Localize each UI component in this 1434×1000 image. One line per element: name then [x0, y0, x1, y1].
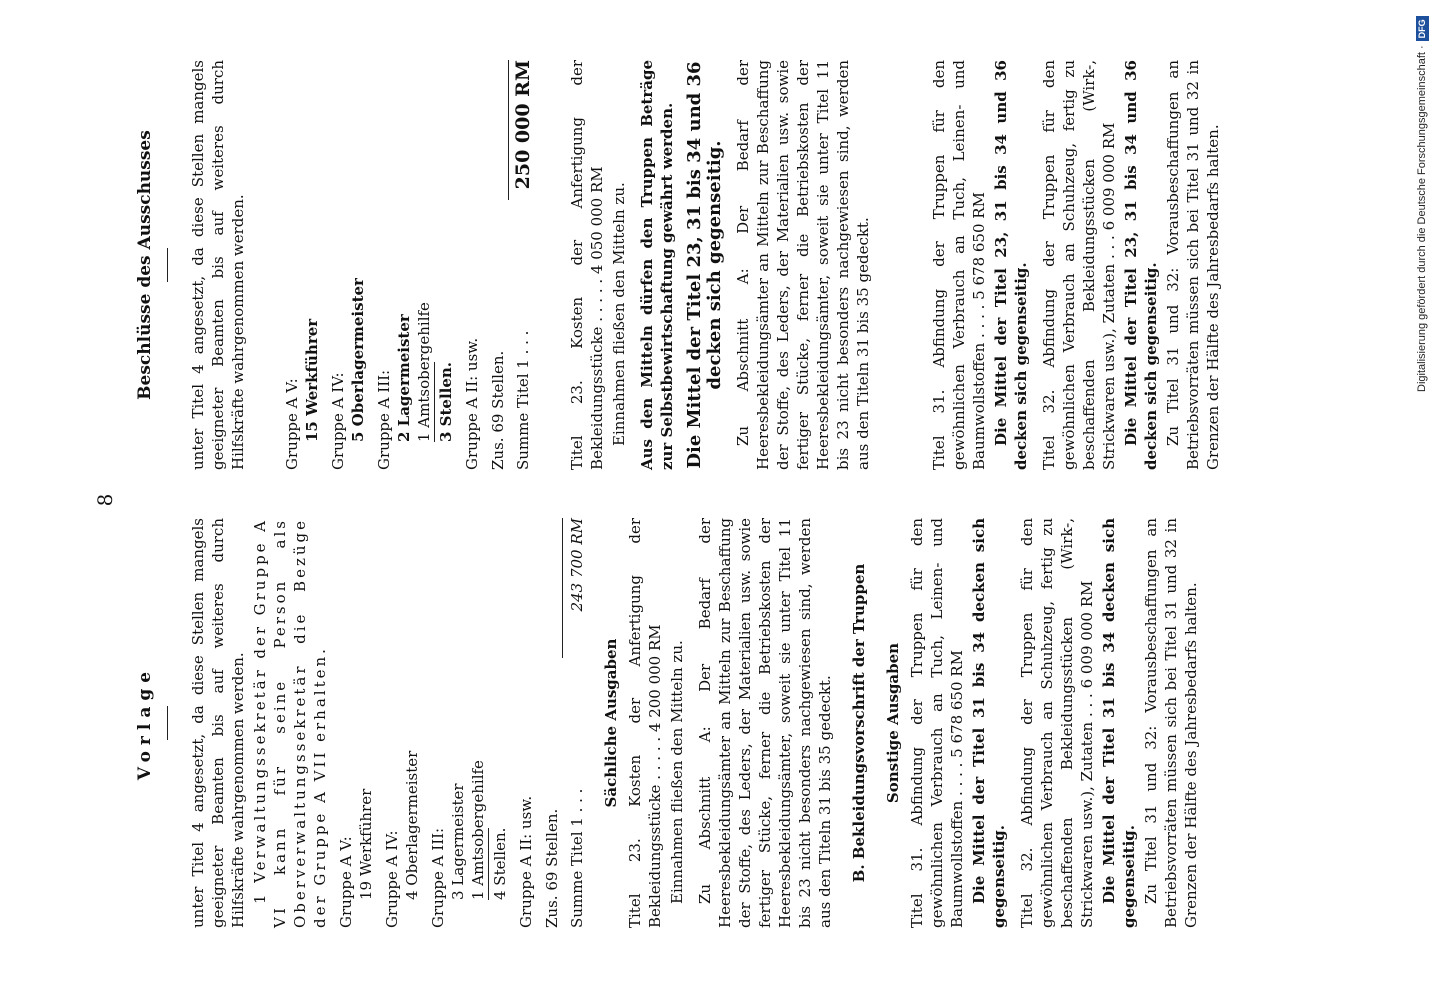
titel-32: Titel 32. Abfindung der Truppen für den gewöhnlichen Verbrauch an Schuhzeug, fertig zu beschaffenden Bekleidungsstücken (Wirk-, Strickwaren usw.), Zutaten . . . 6 009 000 RM	[1040, 60, 1118, 470]
titel-31-note: Die Mittel der Titel 31 bis 34 decken sich gegenseitig.	[970, 518, 1008, 928]
group-label: Gruppe A IV:	[383, 830, 401, 928]
sum-value: 243 700 RM	[568, 518, 586, 612]
dfg-credit-text: Digitalisierung gefördert durch die Deutsche Forschungsgemeinschaft ·	[1416, 45, 1428, 392]
group-line: 1 Amtsobergehilfe	[469, 760, 487, 900]
intro-text: unter Titel 4 angesetzt, da diese Stellen mangels geeigneter Beamten bis auf weiteres durch Hilfskräfte wahrgenommen werden.	[189, 60, 247, 470]
titel-31: Titel 31. Abfindung der Truppen für den gewöhnlichen Verbrauch an Tuch, Leinen- und Baumwollstoffen . . . . 5 678 650 RM	[908, 518, 966, 928]
group-block	[462, 60, 482, 470]
rotated-document	[25, 50, 1365, 950]
final-text: Zu Titel 31 und 32: Vorausbeschaffungen an Betriebsvorräten müssen sich bei Titel 31 und 32 in Grenzen der Hälfte des Jahresbedarfs halten.	[1164, 60, 1222, 470]
group-label: Gruppe A II: usw.	[517, 795, 535, 928]
group-line: 15 Werkführer	[303, 318, 321, 442]
section-subtitle: Sonstige Ausgaben	[884, 642, 902, 804]
bold-note: Aus den Mitteln dürfen den Truppen Beträge zur Selbstbewirtschaftung gewährt werden.	[638, 60, 676, 470]
abschnitt-text: Zu Abschnitt A: Der Bedarf der Heeresbekleidungsämter an Mitteln zur Beschaffung der Stoffe, des Leders, der Materialien usw. sowie fertiger Stücke, ferner die Betriebskosten der Heeresbekleidungsämter, soweit sie unter Titel 11 bis 23 nicht besonders nachgewiesen sind, werden aus den Titeln 31 bis 35 gedeckt.	[696, 518, 834, 928]
dfg-logo: DFG	[1416, 16, 1429, 41]
group-label: Gruppe A IV:	[329, 372, 347, 470]
group-label: Gruppe A II: usw.	[463, 337, 481, 470]
note-text: 1 Verwaltungssekretär der Gruppe A VI kann für seine Person als Oberverwaltungssekretär die Bezüge der Gruppe A VII erhalten.	[251, 518, 329, 928]
group-block	[382, 518, 422, 928]
group-line: 2 Lagermeister	[395, 314, 413, 442]
group-line: 5 Oberlagermeister	[349, 278, 367, 442]
group-line: 3 Lagermeister	[449, 783, 467, 900]
column-beschluesse	[135, 60, 1225, 470]
group-line: 1 Amtsobergehilfe	[415, 302, 433, 442]
sum-label: Summe Titel 1 . . .	[514, 330, 532, 470]
page-number: 8	[93, 493, 117, 507]
titel-23: Titel 23. Kosten der Anfertigung der Bekleidungsstücke . . . . . 4 200 000 RM	[626, 518, 664, 928]
titel-32-note: Die Mittel der Titel 23, 31 bis 34 und 36 decken sich gegenseitig.	[1122, 60, 1160, 470]
group-label: Gruppe A V:	[337, 836, 355, 928]
sum-value: 250 000 RM	[512, 60, 534, 190]
group-label: Gruppe A III:	[375, 369, 393, 470]
dfg-credit	[1414, 0, 1430, 392]
column-heading: Vorlage	[135, 665, 155, 781]
sum-row	[567, 518, 587, 928]
group-block	[328, 60, 368, 470]
einnahmen-text: Einnahmen fließen den Mitteln zu.	[610, 182, 628, 446]
group-block	[428, 518, 510, 928]
column-vorlage	[135, 518, 1203, 928]
intro-text: unter Titel 4 angesetzt, da diese Stellen mangels geeigneter Beamten bis auf weiteres durch Hilfskräfte wahrgenommen werden.	[189, 518, 247, 928]
sum-label: Summe Titel 1 . . .	[568, 788, 586, 928]
group-block	[516, 518, 536, 928]
group-line: 4 Oberlagermeister	[403, 750, 421, 900]
einnahmen-text: Einnahmen fließen den Mitteln zu.	[668, 640, 686, 904]
zus-line: Zus. 69 Stellen.	[543, 808, 561, 928]
group-total: 4 Stellen.	[488, 828, 510, 900]
titel-31: Titel 31. Abfindung der Truppen für den gewöhnlichen Verbrauch an Tuch, Leinen- und Baumwollstoffen . . . . 5 678 650 RM	[930, 60, 988, 470]
heading-rule	[167, 248, 168, 282]
group-total: 3 Stellen.	[434, 362, 456, 442]
dfg-sidebar	[1408, 0, 1434, 1000]
titel-31-note: Die Mittel der Titel 23, 31 bis 34 und 36 decken sich gegenseitig.	[992, 60, 1030, 470]
sum-row	[513, 60, 533, 470]
section-title: B. Bekleidungsvorschrift der Truppen	[850, 563, 868, 883]
titel-32-note: Die Mittel der Titel 31 bis 34 decken sich gegenseitig.	[1100, 518, 1138, 928]
group-label: Gruppe A V:	[283, 378, 301, 470]
titel-23: Titel 23. Kosten der Anfertigung der Bekleidungsstücke . . . . . 4 050 000 RM	[568, 60, 606, 470]
group-block	[282, 60, 322, 470]
final-text: Zu Titel 31 und 32: Vorausbeschaffungen an Betriebsvorräten müssen sich bei Titel 31 und 32 in Grenzen der Hälfte des Jahresbedarfs halten.	[1142, 518, 1200, 928]
section-title: Sächliche Ausgaben	[602, 638, 620, 808]
zus-line: Zus. 69 Stellen.	[489, 350, 507, 470]
group-label: Gruppe A III:	[429, 827, 447, 928]
abschnitt-text: Zu Abschnitt A: Der Bedarf der Heeresbekleidungsämter an Mitteln zur Beschaffung der Stoffe, des Leders, der Materialien usw. sowie fertiger Stücke, ferner die Betriebskosten der Heeresbekleidungsämter, soweit sie unter Titel 11 bis 23 nicht besonders nachgewiesen sind, werden aus den Titeln 31 bis 35 gedeckt.	[734, 60, 872, 470]
heading-rule	[167, 706, 168, 740]
column-heading: Beschlüsse des Ausschusses	[135, 130, 155, 400]
group-block	[374, 60, 456, 470]
sum-rule	[562, 518, 563, 658]
group-line: 19 Werkführer	[357, 788, 375, 900]
titel-32: Titel 32. Abfindung der Truppen für den gewöhnlichen Verbrauch an Schuhzeug, fertig zu beschaffenden Bekleidungsstücken (Wirk-, Strickwaren usw.), Zutaten . . . 6 009 000 RM	[1018, 518, 1096, 928]
sum-rule	[508, 60, 509, 200]
group-block	[336, 518, 376, 928]
big-note: Die Mittel der Titel 23, 31 bis 34 und 36 decken sich gegenseitig.	[684, 61, 725, 469]
